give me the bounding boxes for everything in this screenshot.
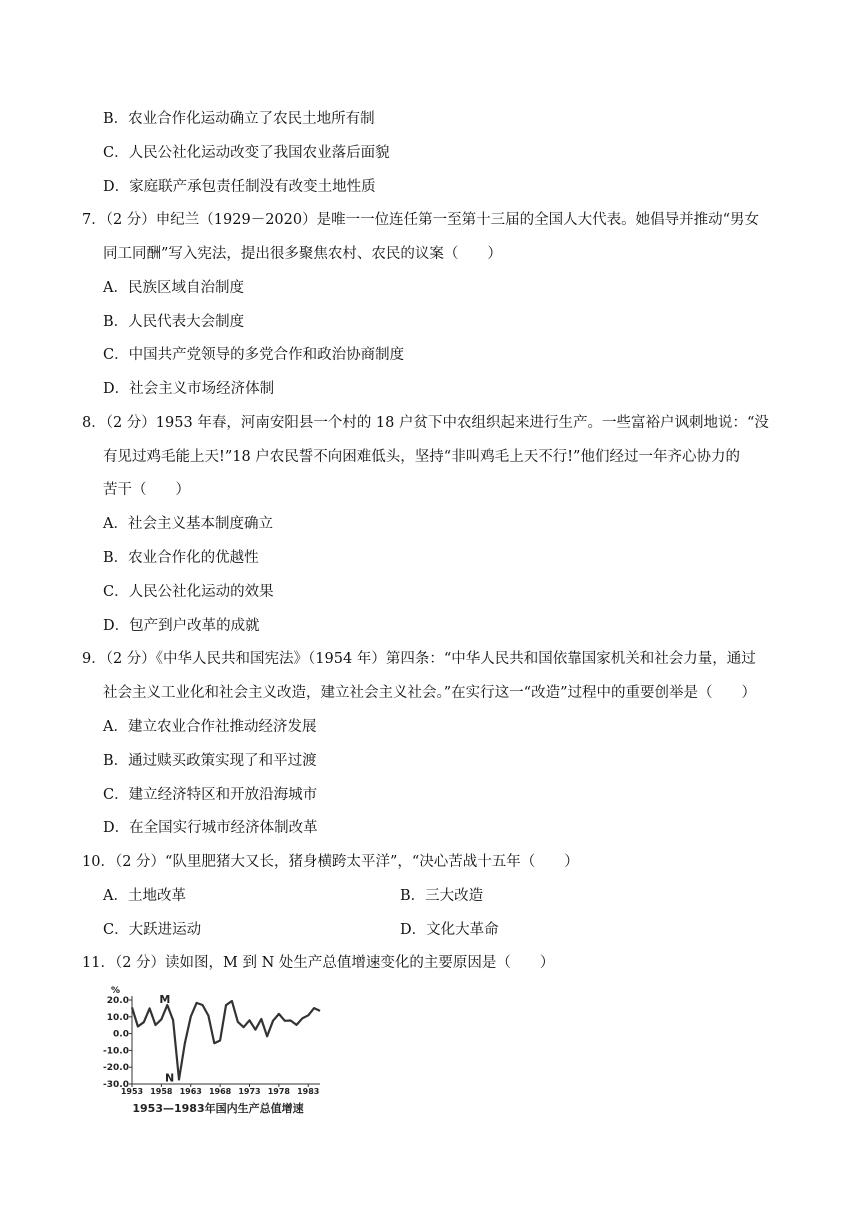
y-tick-label: -10.0	[103, 1046, 129, 1057]
y-tick-label: 10.0	[106, 1012, 129, 1023]
q10-option-b: B．三大改造	[400, 888, 484, 904]
q8-option-b: B．农业合作化的优越性	[103, 550, 259, 566]
q9-option-b: B．通过赎买政策实现了和平过渡	[103, 753, 317, 769]
q9-stem-line1: 9．（2 分）《中华人民共和国宪法》（1954 年）第四条：“中华人民共和国依靠国家机关和社会力量，通过	[82, 651, 756, 667]
q6-option-c: C．人民公社化运动改变了我国农业落后面貌	[103, 145, 390, 161]
q6-option-b: B．农业合作化运动确立了农民土地所有制	[103, 111, 375, 127]
y-tick-label: 0.0	[113, 1029, 129, 1040]
y-tick-label: -20.0	[103, 1063, 129, 1074]
q10-option-d: D．文化大革命	[400, 922, 499, 938]
q7-option-a: A．民族区域自治制度	[103, 280, 244, 296]
x-tick-label: 1958	[150, 1087, 173, 1096]
q8-option-a: A．社会主义基本制度确立	[103, 516, 273, 532]
q7-option-d: D．社会主义市场经济体制	[103, 381, 275, 397]
chart-ticks	[103, 996, 319, 1096]
q9-option-c: C．建立经济特区和开放沿海城市	[103, 787, 318, 803]
q7-stem-line1: 7．（2 分）申纪兰（1929－2020）是唯一一位连任第一至第十三届的全国人大代表。她倡导并推动“男女	[82, 212, 760, 228]
q8-option-d: D．包产到户改革的成就	[103, 618, 260, 634]
y-tick-label: -30.0	[103, 1080, 129, 1090]
chart-title: 1953—1983年国内生产总值增速	[132, 1102, 304, 1115]
gdp-growth-chart	[98, 984, 330, 1118]
q9-option-d: D．在全国实行城市经济体制改革	[103, 820, 318, 836]
q9-stem-line2: 社会主义工业化和社会主义改造，建立社会主义社会。”在实行这一“改造”过程中的重要创举是（ ）	[103, 685, 756, 701]
annotation-n: N	[164, 1071, 175, 1085]
q7-option-c: C．中国共产党领导的多党合作和政治协商制度	[103, 347, 405, 363]
x-tick-label: 1978	[267, 1087, 291, 1096]
q7-stem-line2: 同工同酬”写入宪法，提出很多聚焦农村、农民的议案（ ）	[103, 246, 502, 262]
q10-option-a: A．土地改革	[103, 888, 186, 904]
y-axis-unit: %	[111, 986, 121, 996]
q8-stem-line2: 有见过鸡毛能上天!”18 户农民誓不向困难低头，坚持“非叫鸡毛上天不行!”他们经过一年齐心协力的	[103, 449, 740, 465]
x-tick-label: 1963	[179, 1087, 202, 1096]
q8-option-c: C．人民公社化运动的效果	[103, 584, 274, 600]
x-tick-label: 1968	[208, 1087, 232, 1096]
annotation-m: M	[159, 993, 171, 1007]
x-tick-label: 1953	[120, 1087, 144, 1096]
q10-option-c: C．大跃进运动	[103, 922, 202, 938]
q10-stem: 10．（2 分）“队里肥猪大又长，猪身横跨太平洋”，“决心苦战十五年（ ）	[82, 854, 579, 870]
q11-stem: 11．（2 分）读如图，M 到 N 处生产总值增速变化的主要原因是（ ）	[82, 955, 555, 971]
x-tick-label: 1973	[238, 1087, 261, 1096]
series-line	[132, 1001, 320, 1080]
q8-stem-line1: 8．（2 分）1953 年春，河南安阳县一个村的 18 户贫下中农组织起来进行生产。一些富裕户讽刺地说：“没	[82, 415, 769, 431]
q6-option-d: D．家庭联产承包责任制没有改变土地性质	[103, 179, 376, 195]
q9-option-a: A．建立农业合作社推动经济发展	[103, 719, 317, 735]
x-tick-label: 1983	[297, 1087, 320, 1096]
y-tick-label: 20.0	[106, 996, 129, 1006]
q7-option-b: B．人民代表大会制度	[103, 314, 245, 330]
q8-stem-line3: 苦干（ ）	[103, 482, 190, 498]
